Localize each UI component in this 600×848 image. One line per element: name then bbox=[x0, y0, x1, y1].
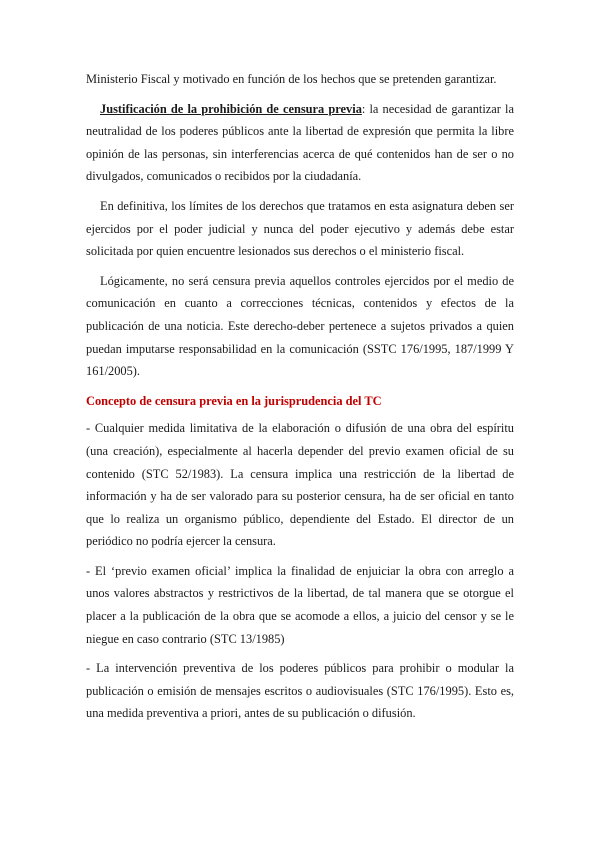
list-item: - El ‘previo examen oficial’ implica la finalidad de enjuiciar la obra con arreglo a unos valores abstractos y restrictivos de la libertad, de tal manera que se otorgue el placer a la publicación de la obra que se acomode a ellos, a juicio del censor y se le niegue en caso contrario (STC 13/1985) bbox=[86, 563, 514, 646]
list-item: - Cualquier medida limitativa de la elaboración o difusión de una obra del espíritu (una creación), especialmente al hacerla depender del previo examen oficial de su contenido (STC 52/1983). La censura implica una restricción de la libertad de información y ha de ser valorado para su posterior censura, ha de ser oficial en tanto que lo realiza un organismo público, dependiente del Estado. El director de un periódico no podría ejercer la censura. bbox=[86, 421, 514, 549]
justification-text: : la necesidad de garantizar la neutralidad de los poderes públicos ante la libertad de expresión que permita la libre opinión de las personas, sin interferencias acerca de qué contenidos han de ser o no divulgados, comunicados o recibidos por la ciudadanía. bbox=[86, 101, 514, 184]
paragraph-logicamente: Lógicamente, no será censura previa aquellos controles ejercidos por el medio de comunicación en cuanto a correcciones técnicas, contenidos y efectos de la publicación de una noticia. Este derecho-deber pertenece a sujetos privados a quien puedan imputarse responsabilidad en la comunicación (SSTC 176/1995, 187/1999 Y 161/2005). bbox=[86, 273, 514, 379]
paragraph-definitiva: En definitiva, los límites de los derechos que tratamos en esta asignatura deben ser ejercidos por el poder judicial y nunca del poder ejecutivo y además debe estar solicitada por quien encuentre lesionados sus derechos o el ministerio fiscal. bbox=[86, 198, 514, 259]
section-heading: Concepto de censura previa en la jurisprudencia del TC bbox=[86, 393, 382, 408]
justification-term: Justificación de la prohibición de censura previa bbox=[100, 101, 362, 116]
paragraph-continuation: Ministerio Fiscal y motivado en función de los hechos que se pretenden garantizar. bbox=[86, 72, 497, 86]
paragraph-justification bbox=[86, 98, 514, 188]
list-item: - La intervención preventiva de los poderes públicos para prohibir o modular la publicación o emisión de mensajes escritos o audiovisuales (STC 176/1995). Esto es, una medida preventiva a priori, antes de su publicación o difusión. bbox=[86, 661, 514, 721]
